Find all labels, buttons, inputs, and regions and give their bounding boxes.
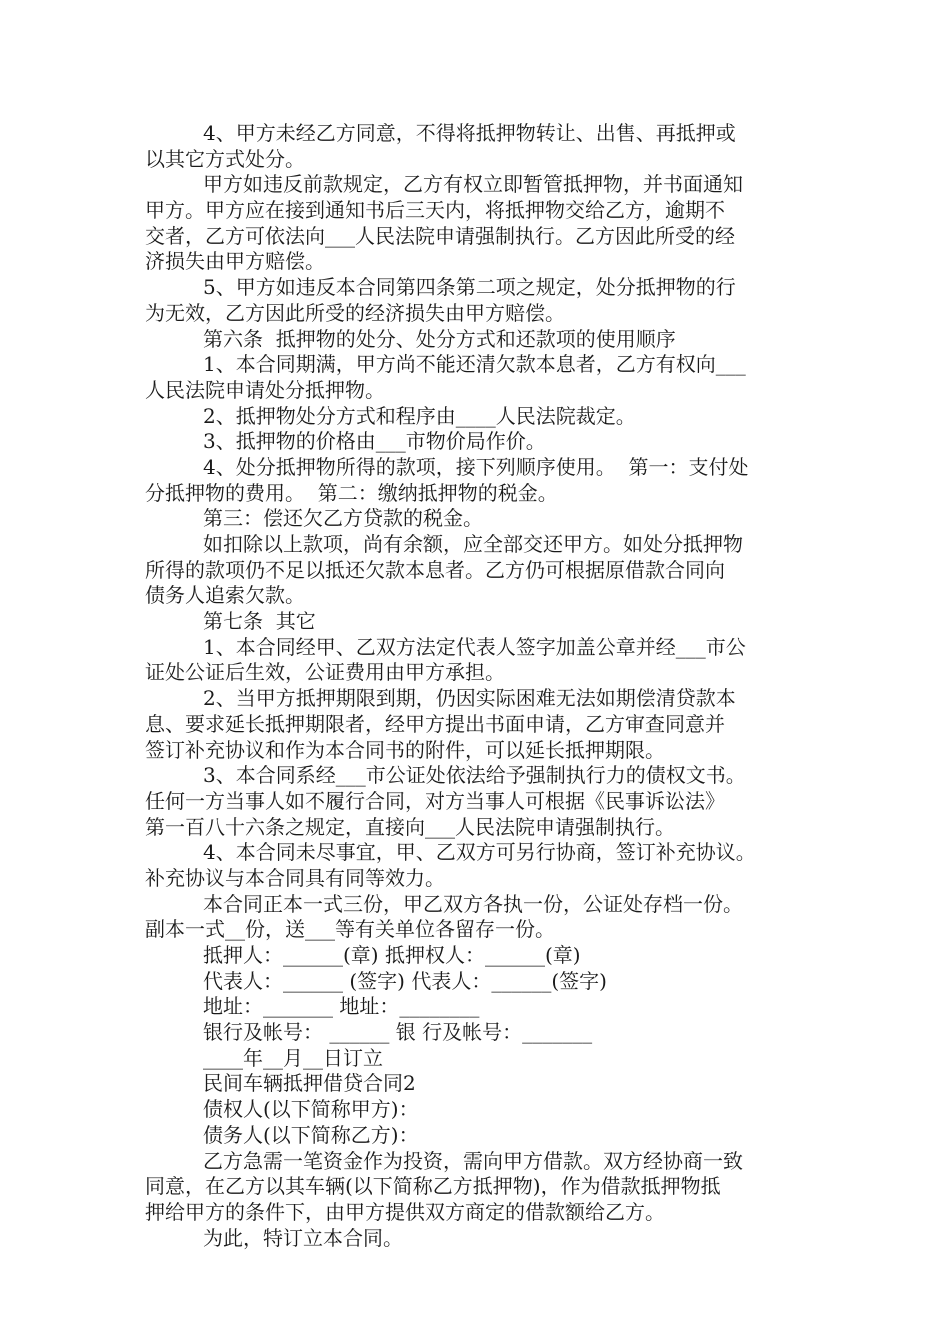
text-line: 如扣除以上款项，尚有余额，应全部交还甲方。如处分抵押物 <box>203 532 743 556</box>
text-line: 第六条 抵押物的处分、处分方式和还款项的使用顺序 <box>203 326 676 351</box>
text-line: 甲方。甲方应在接到通知书后三天内，将抵押物交给乙方，逾期不 <box>145 198 725 223</box>
text-line: 第七条 其它 <box>203 609 316 634</box>
text-line: 3、抵押物的价格由___市物价局作价。 <box>203 429 546 454</box>
text-line: 地址：_______ 地址：________ <box>203 994 480 1019</box>
text-line: 债务人(以下简称乙方)： <box>203 1122 419 1147</box>
text-line: 1、本合同期满，甲方尚不能还清欠款本息者，乙方有权向___ <box>203 352 746 377</box>
text-line: 息、要求延长抵押期限者，经甲方提出书面申请，乙方审查同意并 <box>145 711 725 736</box>
text-line: 4、本合同未尽事宜，甲、乙双方可另行协商，签订补充协议。 <box>203 840 756 865</box>
contract-text <box>145 121 810 1251</box>
text-line: 第一百八十六条之规定，直接向___人民法院申请强制执行。 <box>145 814 675 839</box>
text-line: 第三：偿还欠乙方贷款的税金。 <box>203 506 483 531</box>
text-line: 为无效，乙方因此所受的经济损失由甲方赔偿。 <box>145 300 565 325</box>
text-line: 1、本合同经甲、乙双方法定代表人签字加盖公章并经___市公 <box>203 634 746 659</box>
text-line: 3、本合同系经___市公证处依法给予强制执行力的债权文书。 <box>203 763 746 788</box>
text-line: 押给甲方的条件下，由甲方提供双方商定的借款额给乙方。 <box>145 1199 665 1224</box>
text-line: 民间车辆抵押借贷合同2 <box>203 1071 416 1096</box>
text-line: 2、当甲方抵押期限到期，仍因实际困难无法如期偿清贷款本 <box>203 686 736 711</box>
text-line: 4、处分抵押物所得的款项，接下列顺序使用。 第一：支付处 <box>203 454 749 479</box>
text-line: 人民法院申请处分抵押物。 <box>145 377 385 402</box>
text-line: 任何一方当事人如不履行合同，对方当事人可根据《民事诉讼法》 <box>145 788 725 813</box>
text-line: 所得的款项仍不足以抵还欠款本息者。乙方仍可根据原借款合同向 <box>145 557 725 582</box>
text-line: 甲方如违反前款规定，乙方有权立即暂管抵押物，并书面通知 <box>203 172 743 197</box>
text-line: 债权人(以下简称甲方)： <box>203 1097 419 1122</box>
text-line: 5、甲方如违反本合同第四条第二项之规定，处分抵押物的行 <box>203 275 736 300</box>
text-line: 债务人追索欠款。 <box>145 583 305 608</box>
text-line: 代表人：______ (签字) 代表人：______(签字) <box>203 968 607 993</box>
text-line: 副本一式__份，送___等有关单位各留存一份。 <box>145 917 555 942</box>
text-line: ____年__月__日订立 <box>203 1045 383 1070</box>
text-line: 同意，在乙方以其车辆(以下简称乙方抵押物)，作为借款抵押物抵 <box>145 1174 721 1199</box>
text-line: 以其它方式处分。 <box>145 146 305 171</box>
text-line: 银行及帐号： ______ 银 行及帐号：_______ <box>203 1020 593 1045</box>
text-line: 补充协议与本合同具有同等效力。 <box>145 865 445 890</box>
text-line: 4、甲方未经乙方同意，不得将抵押物转让、出售、再抵押或 <box>203 121 736 145</box>
text-line: 分抵押物的费用。 第二：缴纳抵押物的税金。 <box>145 480 558 505</box>
text-line: 济损失由甲方赔偿。 <box>145 249 325 274</box>
text-line: 为此，特订立本合同。 <box>203 1225 403 1250</box>
text-line: 2、抵押物处分方式和程序由____人民法院裁定。 <box>203 403 636 428</box>
text-line: 交者，乙方可依法向___人民法院申请强制执行。乙方因此所受的经 <box>145 223 735 248</box>
text-line: 乙方急需一笔资金作为投资，需向甲方借款。双方经协商一致 <box>203 1148 743 1173</box>
text-line: 抵押人：______(章) 抵押权人：______(章) <box>203 943 581 967</box>
text-line: 证处公证后生效，公证费用由甲方承担。 <box>145 660 505 685</box>
text-line: 签订补充协议和作为本合同书的附件，可以延长抵押期限。 <box>145 737 665 762</box>
text-line: 本合同正本一式三份，甲乙双方各执一份，公证处存档一份。 <box>203 891 743 916</box>
